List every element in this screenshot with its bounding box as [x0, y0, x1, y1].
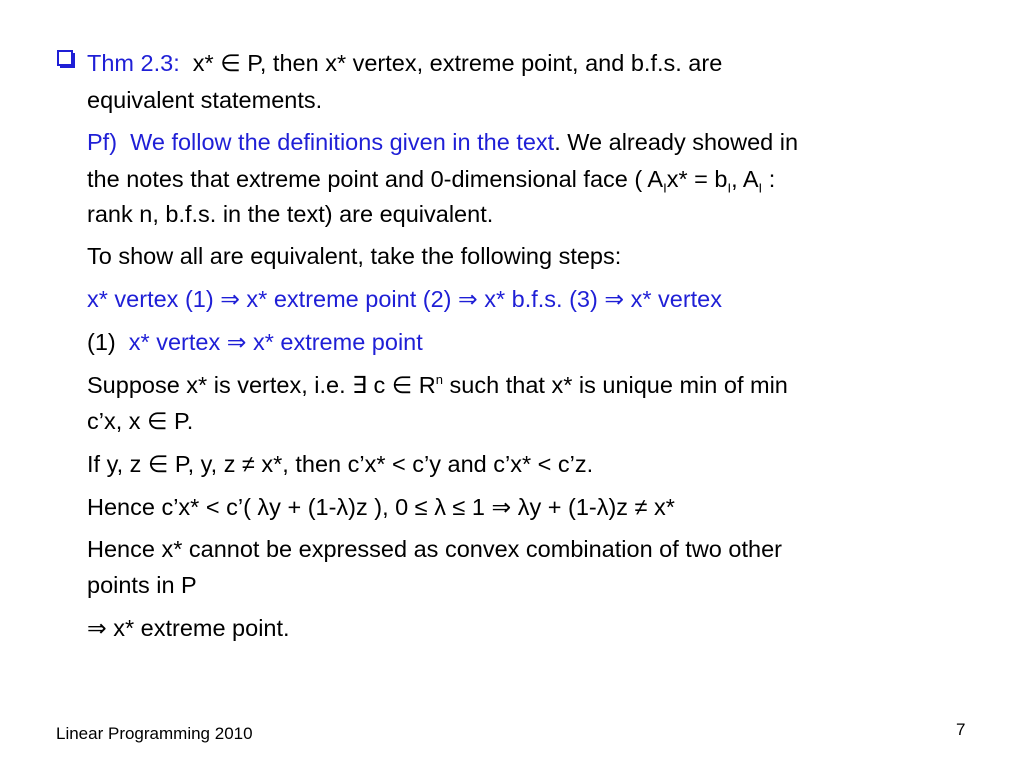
slide-number: 7: [956, 720, 966, 739]
proof-line-1: [87, 124, 984, 160]
theorem-line-1: [87, 45, 984, 81]
proof-line-2: [87, 161, 984, 197]
steps-chain: x* vertex (1) ⇒ x* extreme point (2) ⇒ x* b.f.s. (3) ⇒ x* vertex: [87, 286, 722, 312]
hollow-square-bullet-icon: [56, 49, 76, 69]
theorem-line-2: equivalent statements.: [87, 87, 323, 113]
suppose-line-2: c’x, x ∈ P.: [87, 408, 194, 434]
step-1-text: x* vertex ⇒ x* extreme point: [128, 329, 423, 355]
proof-line-2-d: :: [762, 166, 776, 192]
step-1-heading: [87, 324, 984, 360]
proof-line-2-a: the notes that extreme point and 0-dimensional face ( A: [87, 166, 664, 192]
subscript-i-1: I: [663, 180, 667, 196]
step-1-number: (1): [87, 329, 116, 355]
proof-reference-link: We follow the definitions given in the text: [130, 129, 555, 155]
suppose-b: such that x* is unique min of min: [443, 372, 788, 398]
proof-line-2-b: x* = b: [666, 166, 728, 192]
theorem-statement: x* ∈ P, then x* vertex, extreme point, and b.f.s. are: [192, 50, 723, 76]
proof-line-3: rank n, b.f.s. in the text) are equivalent.: [87, 201, 494, 227]
proof-rest: . We already showed in: [554, 129, 799, 155]
hence-line-2b: points in P: [87, 572, 197, 598]
if-line: If y, z ∈ P, y, z ≠ x*, then c’x* < c’y and c’x* < c’z.: [87, 451, 594, 477]
suppose-a: Suppose x* is vertex, i.e. ∃ c ∈ R: [87, 372, 436, 398]
footer-course-title: Linear Programming 2010: [56, 724, 253, 743]
subscript-i-3: I: [758, 180, 763, 196]
conclusion-line: ⇒ x* extreme point.: [87, 615, 290, 641]
theorem-label: Thm 2.3:: [87, 50, 180, 76]
hence-line-2a: Hence x* cannot be expressed as convex combination of two other: [87, 536, 782, 562]
steps-intro: To show all are equivalent, take the following steps:: [87, 243, 622, 269]
proof-label: Pf): [87, 129, 118, 155]
hence-line-1: Hence c’x* < c’( λy + (1-λ)z ), 0 ≤ λ ≤ 1 ⇒ λy + (1-λ)z ≠ x*: [87, 494, 675, 520]
suppose-line-1: [87, 367, 984, 403]
superscript-n: n: [435, 372, 444, 388]
subscript-i-2: I: [727, 180, 732, 196]
proof-line-2-c: , A: [731, 166, 759, 192]
